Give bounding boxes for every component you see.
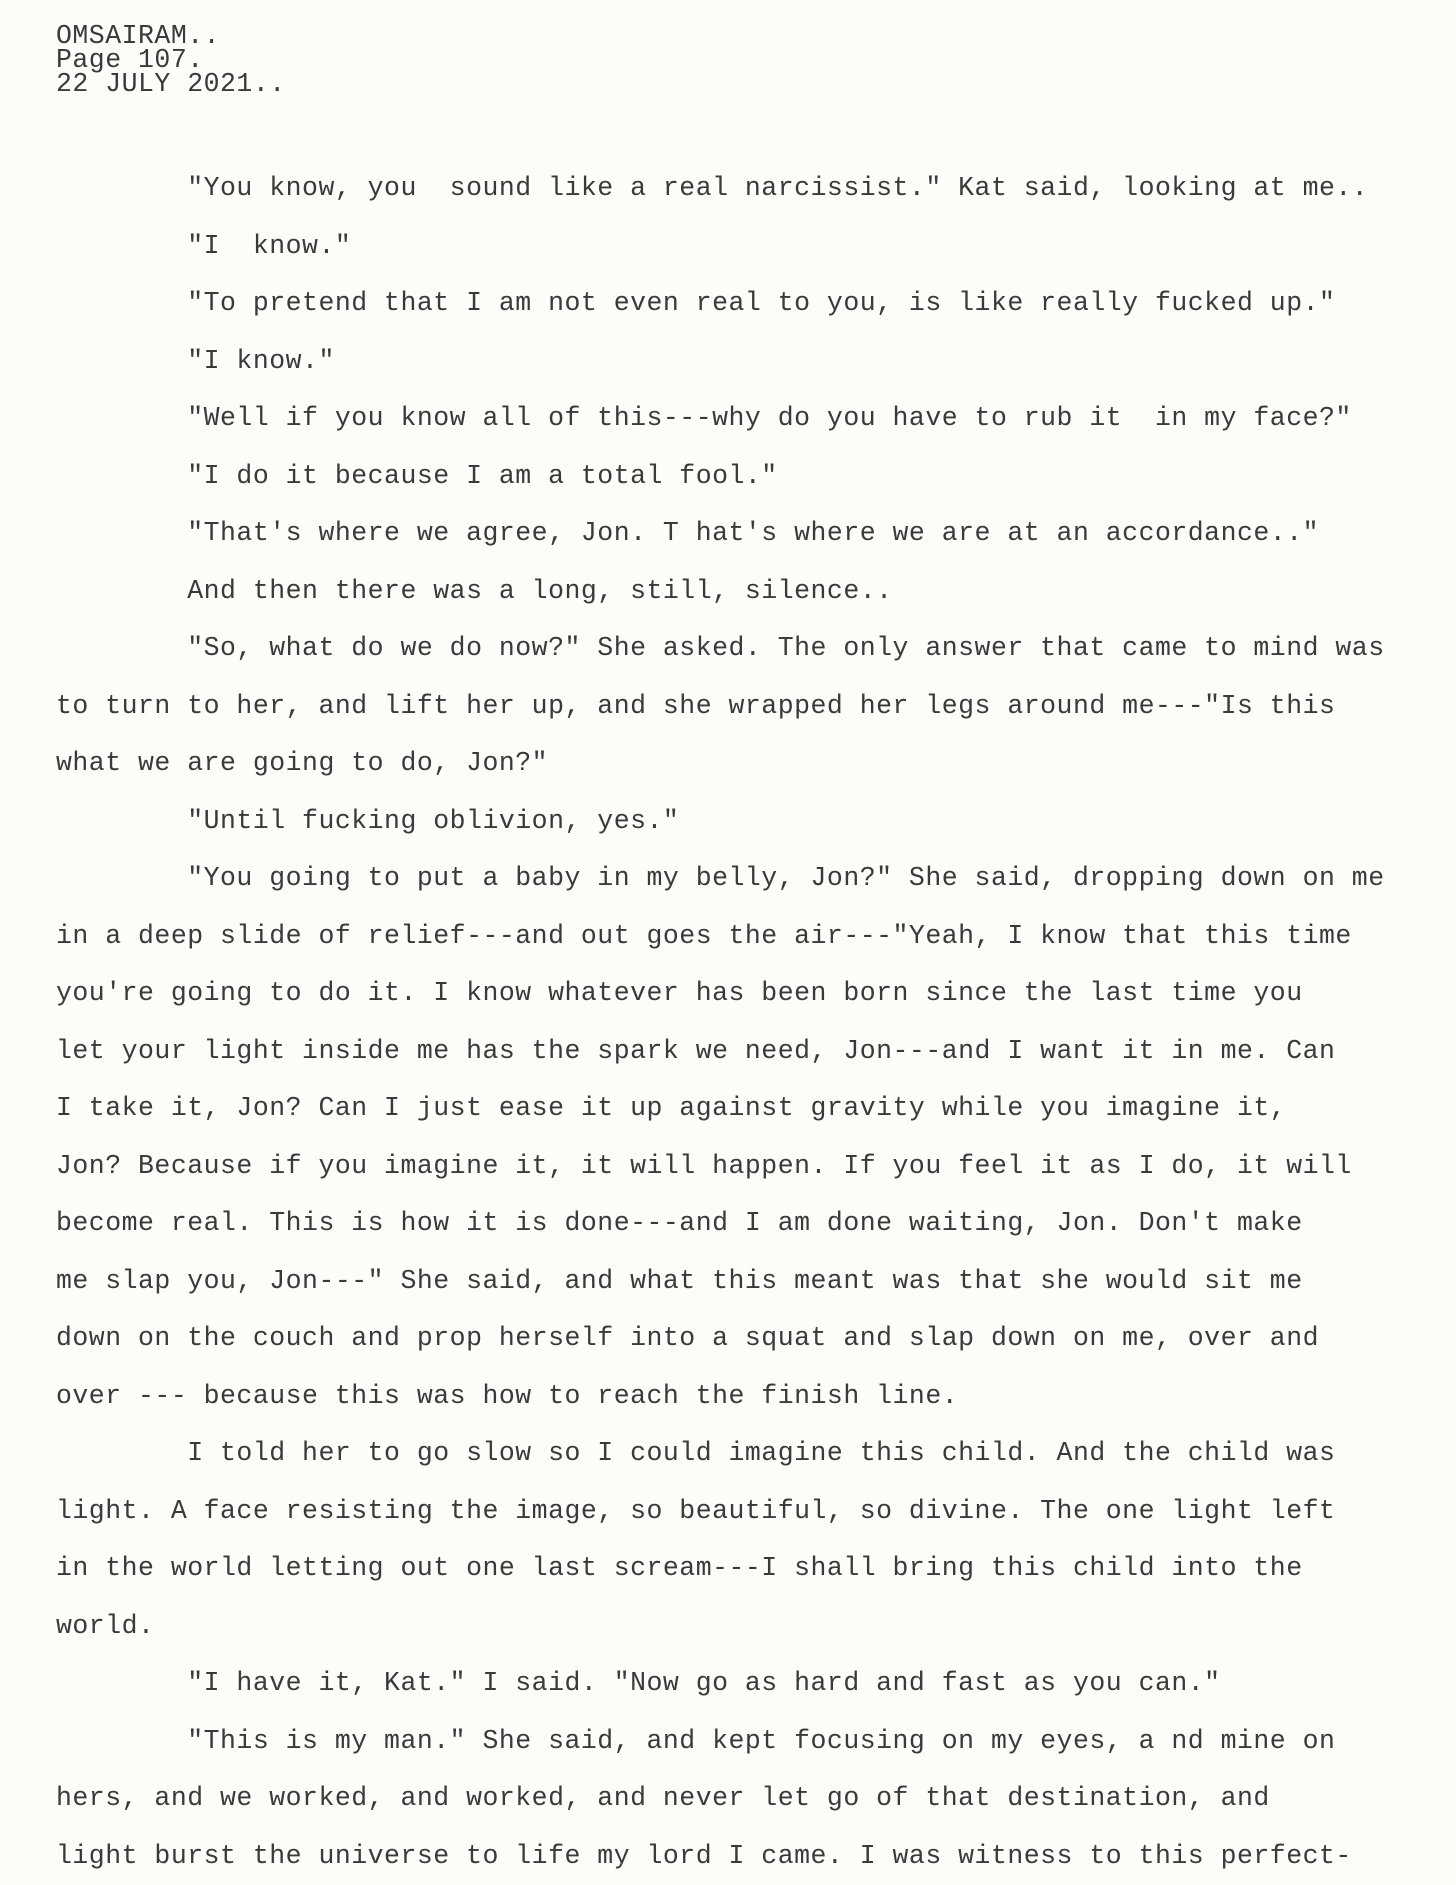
text-line: in the world letting out one last scream---I shall bring this child into the [56, 1540, 1416, 1598]
text-line: light. A face resisting the image, so beautiful, so divine. The one light left [56, 1483, 1416, 1541]
text-line: hers, and we worked, and worked, and never let go of that destination, and [56, 1770, 1416, 1828]
text-line: "I do it because I am a total fool." [56, 448, 1416, 506]
text-line: "That's where we agree, Jon. T hat's where we are at an accordance.." [56, 505, 1416, 563]
text-line: "I have it, Kat." I said. "Now go as hard and fast as you can." [56, 1655, 1416, 1713]
page-header [56, 24, 1456, 96]
paragraph [56, 218, 1416, 276]
paragraph [56, 505, 1416, 563]
text-line: you're going to do it. I know whatever has been born since the last time you [56, 965, 1416, 1023]
text-line: me slap you, Jon---" She said, and what this meant was that she would sit me [56, 1253, 1416, 1311]
paragraph [56, 275, 1416, 333]
paragraph [56, 1713, 1416, 1885]
paragraph [56, 448, 1416, 506]
text-line: "You going to put a baby in my belly, Jon?" She said, dropping down on me [56, 850, 1416, 908]
paragraph [56, 1425, 1416, 1655]
header-title: OMSAIRAM.. [56, 24, 1456, 48]
text-line: "So, what do we do now?" She asked. The only answer that came to mind was [56, 620, 1416, 678]
text-line: down on the couch and prop herself into a squat and slap down on me, over and [56, 1310, 1416, 1368]
text-line: Jon? Because if you imagine it, it will happen. If you feel it as I do, it will [56, 1138, 1416, 1196]
paragraph [56, 333, 1416, 391]
text-line: world. [56, 1598, 1416, 1656]
paragraph [56, 1655, 1416, 1713]
paragraph [56, 850, 1416, 1425]
text-line: "Well if you know all of this---why do you have to rub it in my face?" [56, 390, 1416, 448]
paragraph [56, 390, 1416, 448]
text-line: in a deep slide of relief---and out goes the air---"Yeah, I know that this time [56, 908, 1416, 966]
text-line: over --- because this was how to reach the finish line. [56, 1368, 1416, 1426]
text-line: light burst the universe to life my lord I came. I was witness to this perfect- [56, 1828, 1416, 1885]
text-line: "To pretend that I am not even real to you, is like really fucked up." [56, 275, 1416, 333]
text-line: to turn to her, and lift her up, and she wrapped her legs around me---"Is this [56, 678, 1416, 736]
text-line: let your light inside me has the spark we need, Jon---and I want it in me. Can [56, 1023, 1416, 1081]
text-line: I told her to go slow so I could imagine this child. And the child was [56, 1425, 1416, 1483]
paragraph [56, 563, 1416, 621]
text-line: And then there was a long, still, silence.. [56, 563, 1416, 621]
text-line: "I know." [56, 218, 1416, 276]
text-line: what we are going to do, Jon?" [56, 735, 1416, 793]
text-line: "Until fucking oblivion, yes." [56, 793, 1416, 851]
paragraph [56, 620, 1416, 793]
paragraph [56, 160, 1416, 218]
text-line: "I know." [56, 333, 1416, 391]
text-line: become real. This is how it is done---and I am done waiting, Jon. Don't make [56, 1195, 1416, 1253]
text-line: I take it, Jon? Can I just ease it up against gravity while you imagine it, [56, 1080, 1416, 1138]
page-body [56, 160, 1416, 1885]
page-date: 22 JULY 2021.. [56, 72, 1456, 96]
page-number: Page 107. [56, 48, 1456, 72]
text-line: "This is my man." She said, and kept focusing on my eyes, a nd mine on [56, 1713, 1416, 1771]
text-line: "You know, you sound like a real narcissist." Kat said, looking at me.. [56, 160, 1416, 218]
paragraph [56, 793, 1416, 851]
